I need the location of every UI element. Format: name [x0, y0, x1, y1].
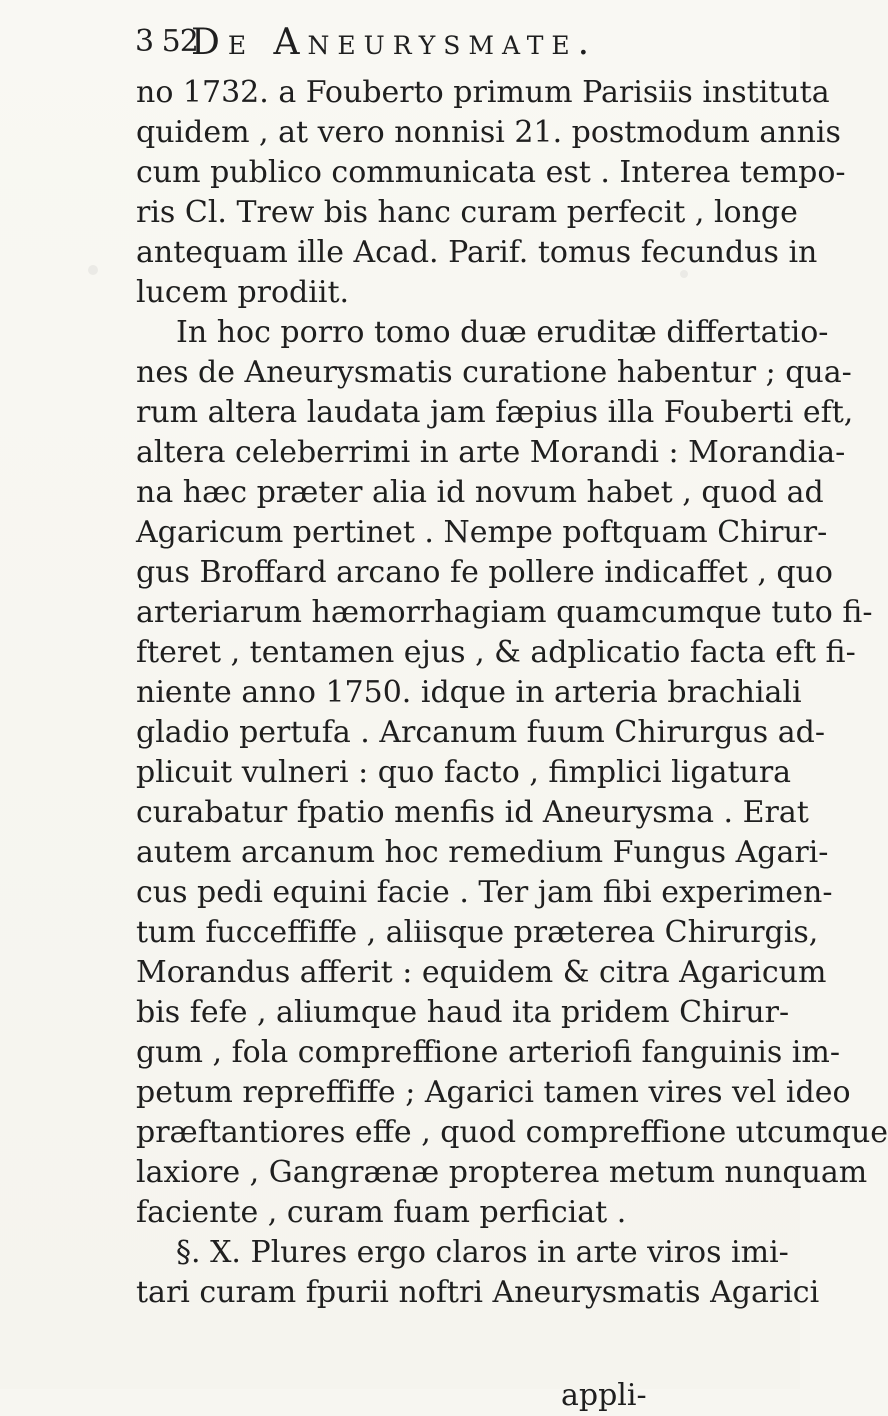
- text-line: præftantiores effe , quod compreffione utcumque: [136, 1115, 888, 1150]
- text-line: Morandus afferit : equidem & citra Agaricum: [136, 955, 827, 990]
- text-line: bis fefe , aliumque haud ita pridem Chirur-: [136, 995, 790, 1030]
- text-line: autem arcanum hoc remedium Fungus Agari-: [136, 835, 829, 870]
- text-line: antequam ille Acad. Parif. tomus fecundus in: [136, 235, 818, 270]
- text-line: gus Broffard arcano fe pollere indicaffet , quo: [136, 555, 833, 590]
- text-line: gladio pertufa . Arcanum fuum Chirurgus ad-: [136, 715, 825, 750]
- text-line: petum repreffiffe ; Agarici tamen vires vel ideo: [136, 1075, 851, 1110]
- text-line: lucem prodiit.: [136, 275, 350, 310]
- text-line: faciente , curam fuam perficiat .: [136, 1195, 627, 1230]
- ink-spot: [88, 265, 98, 275]
- text-line: arteriarum hæmorrhagiam quamcumque tuto fi-: [136, 595, 873, 630]
- text-line: In hoc porro tomo duæ eruditæ differtatio-: [176, 315, 829, 350]
- text-line: rum altera laudata jam fæpius illa Fouberti eft,: [136, 395, 854, 430]
- text-line: cum publico communicata est . Interea tempo-: [136, 155, 846, 190]
- text-line: niente anno 1750. idque in arteria brachiali: [136, 675, 802, 710]
- text-line: plicuit vulneri : quo facto , fimplici ligatura: [136, 755, 792, 790]
- text-line: na hæc præter alia id novum habet , quod ad: [136, 475, 824, 510]
- running-title: De Aneurysmate.: [191, 22, 598, 63]
- page-number: 3 52: [135, 24, 198, 59]
- text-line: nes de Aneurysmatis curatione habentur ; qua-: [136, 355, 852, 390]
- text-line: quidem , at vero nonnisi 21. postmodum annis: [136, 115, 841, 150]
- text-line: fteret , tentamen ejus , & adplicatio facta eft fi-: [136, 635, 856, 670]
- text-line: curabatur fpatio menfis id Aneurysma . Erat: [136, 795, 809, 830]
- text-line: tum fucceffiffe , aliisque præterea Chirurgis,: [136, 915, 819, 950]
- text-line: gum , fola compreffione arteriofi fanguinis im-: [136, 1035, 840, 1070]
- text-line: no 1732. a Fouberto primum Parisiis institutа: [136, 75, 830, 110]
- text-line: Agaricum pertinet . Nempe poftquam Chirur-: [136, 515, 828, 550]
- catchword: appli-: [561, 1378, 647, 1413]
- text-line: cus pedi equini facie . Ter jam fibi experimen-: [136, 875, 833, 910]
- text-line: laxiore , Gangrænæ propterea metum nunquam: [136, 1155, 868, 1190]
- page-header: [135, 20, 695, 66]
- text-line: ris Cl. Trew bis hanc curam perfecit , longe: [136, 195, 798, 230]
- text-line: §. X. Plures ergo claros in arte viros imi-: [176, 1235, 789, 1270]
- text-line: altera celeberrimi in arte Morandi : Morandia-: [136, 435, 846, 470]
- text-line: tari curam fpurii noftri Aneurysmatis Agarici: [136, 1275, 820, 1310]
